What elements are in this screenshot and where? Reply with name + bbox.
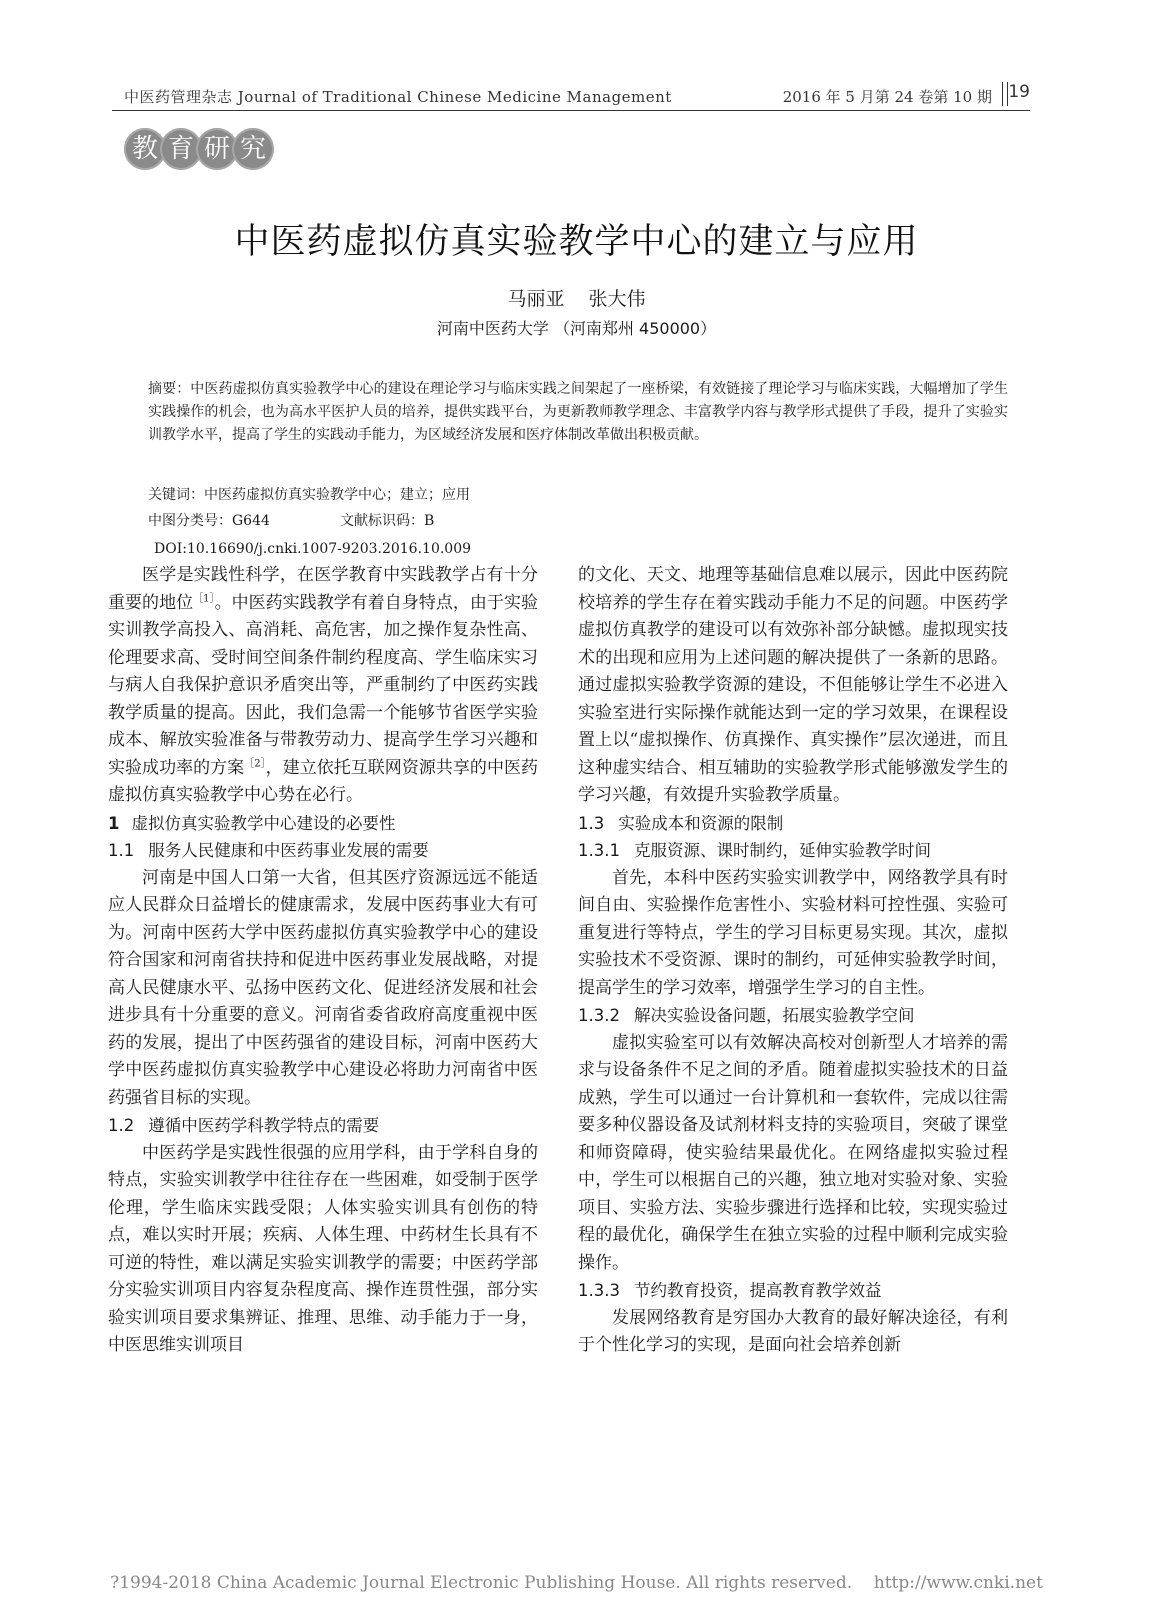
issue-info: 2016 年 5 月第 24 卷第 10 期 [782,88,992,106]
paragraph [108,562,538,810]
section-heading [108,810,538,838]
doi: DOI:10.16690/j.cnki.1007-9203.2016.10.009 [154,541,472,557]
paragraph: 发展网络教育是穷国办大教育的最好解决途径，有利于个性化学习的实现，是面向社会培养创新 [578,1307,1008,1355]
paragraph: 的文化、天文、地理等基础信息难以展示，因此中医药院校培养的学生存在着实践动手能力不足的问题。中医药学虚拟仿真教学的建设可以有效弥补部分缺憾。虚拟现实技术的出现和应用为上述问题的解决提供了一条新的思路。通过虚拟实验教学资源的建设，不但能够让学生不必进入实验室进行实际操作就能达到一定的学习效果，在课程设置上以“虚拟操作、仿真操作、真实操作”层次递进，而且这种虚实结合、相互辅助的实验教学形式能够激发学生的学习兴趣，有效提升实验教学质量。 [578,565,1008,805]
heading-number: 1.1 [108,841,135,860]
paragraph: 首先，本科中医药实验实训教学中，网络教学具有时间自由、实验操作危害性小、实验材料可控性强、实验可重复进行等特点，学生的学习目标更易实现。其次，虚拟实验技术不受资源、课时的制约，可延伸实验教学时间，提高学生的学习效率，增强学生学习的自主性。 [578,867,1008,998]
article-authors: 马丽亚 张大伟 [507,288,646,310]
section-tag [124,128,268,172]
heading-text: 实验成本和资源的限制 [618,813,784,833]
section-tag-char: 研 [196,128,238,170]
subsection-heading [108,1112,538,1140]
paragraph: 河南是中国人口第一大省，但其医疗资源远远不能适应人民群众日益增长的健康需求，发展中医药事业大有可为。河南中医药大学中医药虚拟仿真实验教学中心的建设符合国家和河南省扶持和促进中医药事业发展战略，对提高人民健康水平、弘扬中医药文化、促进经济发展和社会进步具有十分重要的意义。河南省委省政府高度重视中医药的发展，提出了中医药强省的建设目标，河南中医药大学中医药虚拟仿真实验教学中心建设必将助力河南省中医药强省目标的实现。 [108,867,538,1108]
classification-line [148,510,1008,533]
heading-text: 解决实验设备问题，拓展实验教学空间 [633,1006,915,1025]
heading-number: 1.2 [108,1116,135,1135]
clc-number: 中图分类号：G644 [148,513,270,529]
article-title: 中医药虚拟仿真实验教学中心的建立与应用 [234,222,919,262]
document-code: 文献标识码：B [340,513,435,529]
citation-ref[interactable]: ［2］ [244,757,266,769]
heading-text: 服务人民健康和中医药事业发展的需要 [148,841,429,860]
section-tag-char: 教 [124,128,166,170]
copyright-footer: ?1994-2018 China Academic Journal Electronic Publishing House. All rights reserved. http://www.cnki.net [110,1573,1043,1593]
subsection-heading [578,810,1008,838]
heading-number: 1.3 [578,813,605,833]
paragraph: 虚拟实验室可以有效解决高校对创新型人才培养的需求与设备条件不足之间的矛盾。随着虚拟实验技术的日益成熟，学生可以通过一台计算机和一套软件，完成以往需要多种仪器设备及试剂材料支持的实验项目，突破了课堂和师资障碍，使实验结果最优化。在网络虚拟实验过程中，学生可以根据自己的兴趣，独立地对实验对象、实验项目、实验方法、实验步骤进行选择和比较，实现实验过程的最优化，确保学生在独立实验的过程中顺利完成实验操作。 [578,1032,1008,1273]
abstract: 摘要：中医药虚拟仿真实验教学中心的建设在理论学习与临床实践之间架起了一座桥梁，有效链接了理论学习与临床实践，大幅增加了学生实践操作的机会，也为高水平医护人员的培养，提供实践平台，为更新教师教学理念、丰富教学内容与教学形式提供了手段，提升了实验实训教学水平，提高了学生的实践动手能力，为区域经济发展和医疗体制改革做出积极贡献。 [148,381,1008,443]
citation-ref[interactable]: ［1］ [193,592,215,604]
running-header [112,84,1030,111]
body-column-right [578,562,1008,1360]
heading-number: 1 [108,813,120,833]
article-affiliation: 河南中医药大学 （河南郑州 450000） [436,319,717,338]
heading-text: 虚拟仿真实验教学中心建设的必要性 [131,813,396,833]
section-tag-char: 究 [232,128,274,170]
section-tag-char: 育 [160,128,202,170]
paragraph-text: 。中医药实践教学有着自身特点，由于实验实训教学高投入、高消耗、高危害，加之操作复杂性高、伦理要求高、受时间空间条件制约程度高、学生临床实习与病人自我保护意识矛盾突出等，严重制约了中医药实践教学质量的提高。因此，我们急需一个能够节省医学实验成本、解放实验准备与带教劳动力、提高学生学习兴趣和实验成功率的方案 [108,592,538,778]
heading-text: 节约教育投资，提高教育教学效益 [633,1281,882,1300]
body-column-left [108,562,538,1360]
heading-text: 遵循中医药学科教学特点的需要 [148,1116,380,1135]
heading-number: 1.3.3 [578,1281,620,1300]
keywords: 关键词：中医药虚拟仿真实验教学中心；建立；应用 [148,487,470,503]
paragraph-text: 医学是实践性科学，在医学教育中实践教学占有十分重要的地位 [108,565,538,613]
subsection-heading [578,1002,1008,1030]
heading-text: 克服资源、课时制约，延伸实验教学时间 [633,841,931,860]
page-number: 19 [1000,82,1030,102]
subsection-heading [578,1277,1008,1305]
heading-number: 1.3.2 [578,1006,620,1025]
heading-number: 1.3.1 [578,841,620,860]
paragraph: 中医药学是实践性很强的应用学科，由于学科自身的特点，实验实训教学中往往存在一些困难，如受制于医学伦理，学生临床实践受限；人体实验实训具有创伤的特点，难以实时开展；疾病、人体生理、中药材生长具有不可逆的特性，难以满足实验实训教学的需要；中医药学部分实验实训项目内容复杂程度高、操作连贯性强，部分实验实训项目要求集辨证、推理、思维、动手能力于一身，中医思维实训项目 [108,1142,538,1355]
paragraph-text: ，建立依托互联网资源共享的中医药虚拟仿真实验教学中心势在必行。 [108,757,539,805]
subsection-heading [108,837,538,865]
subsection-heading [578,837,1008,865]
journal-name: 中医药管理杂志 Journal of Traditional Chinese Medicine Management [124,88,672,106]
